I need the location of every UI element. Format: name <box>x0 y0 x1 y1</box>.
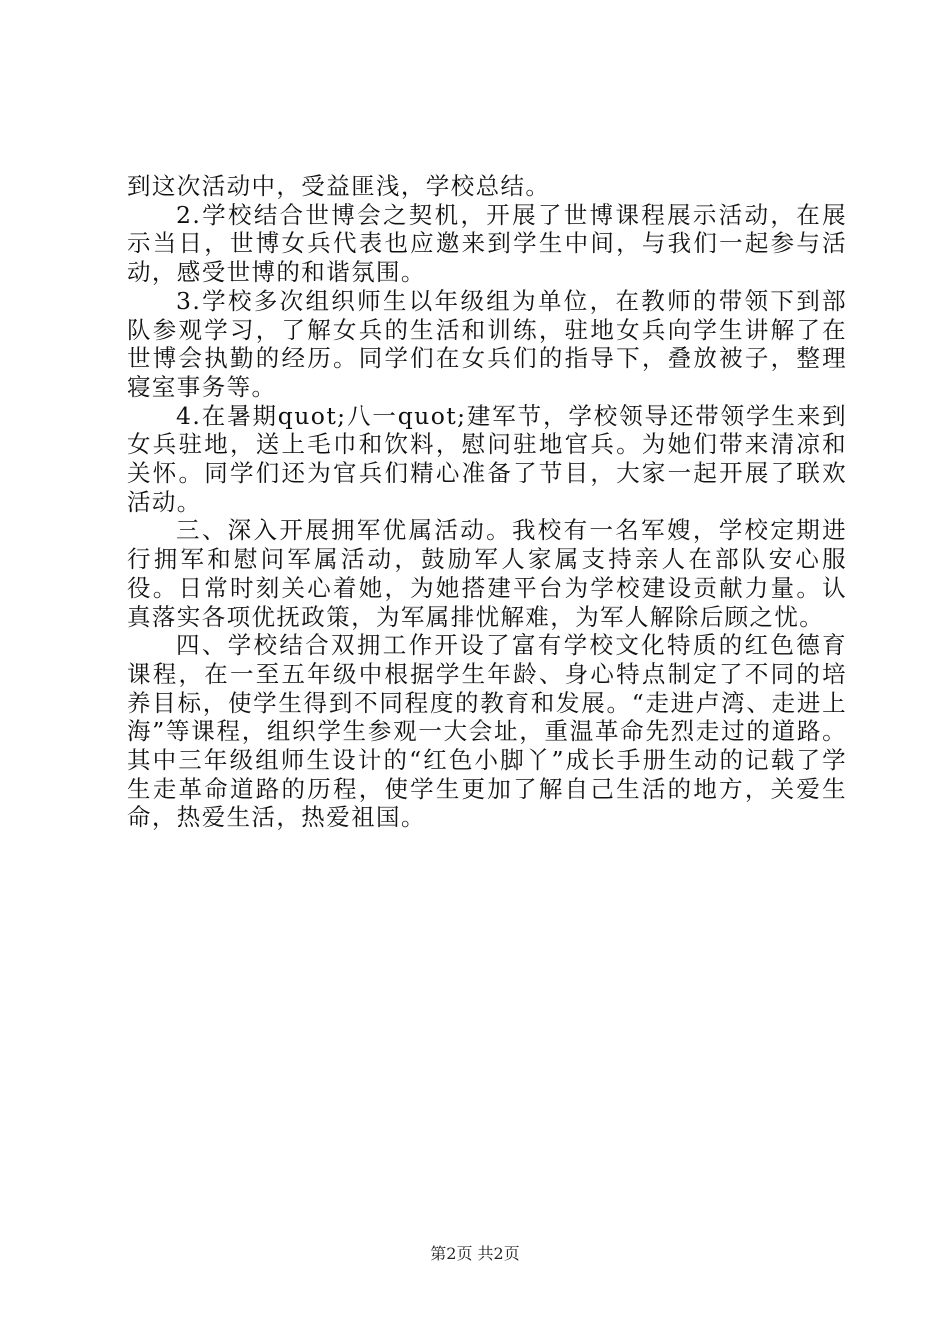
paragraph-item-2: 2.学校结合世博会之契机，开展了世博课程展示活动，在展示当日，世博女兵代表也应邀来到学生中间，与我们一起参与活动，感受世博的和谐氛围。 <box>127 200 847 287</box>
document-body <box>127 172 847 832</box>
paragraph-item-4: 4.在暑期quot;八一quot;建军节，学校领导还带领学生来到女兵驻地，送上毛巾和饮料，慰问驻地官兵。为她们带来清凉和关怀。同学们还为官兵们精心准备了节目，大家一起开展了联欢活动。 <box>127 401 847 516</box>
paragraph-section-3: 三、深入开展拥军优属活动。我校有一名军嫂，学校定期进行拥军和慰问军属活动，鼓励军人家属支持亲人在部队安心服役。日常时刻关心着她，为她搭建平台为学校建设贡献力量。认真落实各项优抚政策，为军属排忧解难，为军人解除后顾之忧。 <box>127 516 847 631</box>
paragraph-item-3: 3.学校多次组织师生以年级组为单位，在教师的带领下到部队参观学习，了解女兵的生活和训练，驻地女兵向学生讲解了在世博会执勤的经历。同学们在女兵们的指导下，叠放被子，整理寝室事务等。 <box>127 286 847 401</box>
paragraph-continuation: 到这次活动中，受益匪浅，学校总结。 <box>127 172 551 200</box>
page-footer: 第2页 共2页 <box>430 1244 520 1263</box>
paragraph-section-4: 四、学校结合双拥工作开设了富有学校文化特质的红色德育课程，在一至五年级中根据学生年龄、身心特点制定了不同的培养目标，使学生得到不同程度的教育和发展。“走进卢湾、走进上海”等课程，组织学生参观一大会址，重温革命先烈走过的道路。其中三年级组师生设计的“红色小脚丫”成长手册生动的记载了学生走革命道路的历程，使学生更加了解自己生活的地方，关爱生命，热爱生活，热爱祖国。 <box>127 631 847 832</box>
